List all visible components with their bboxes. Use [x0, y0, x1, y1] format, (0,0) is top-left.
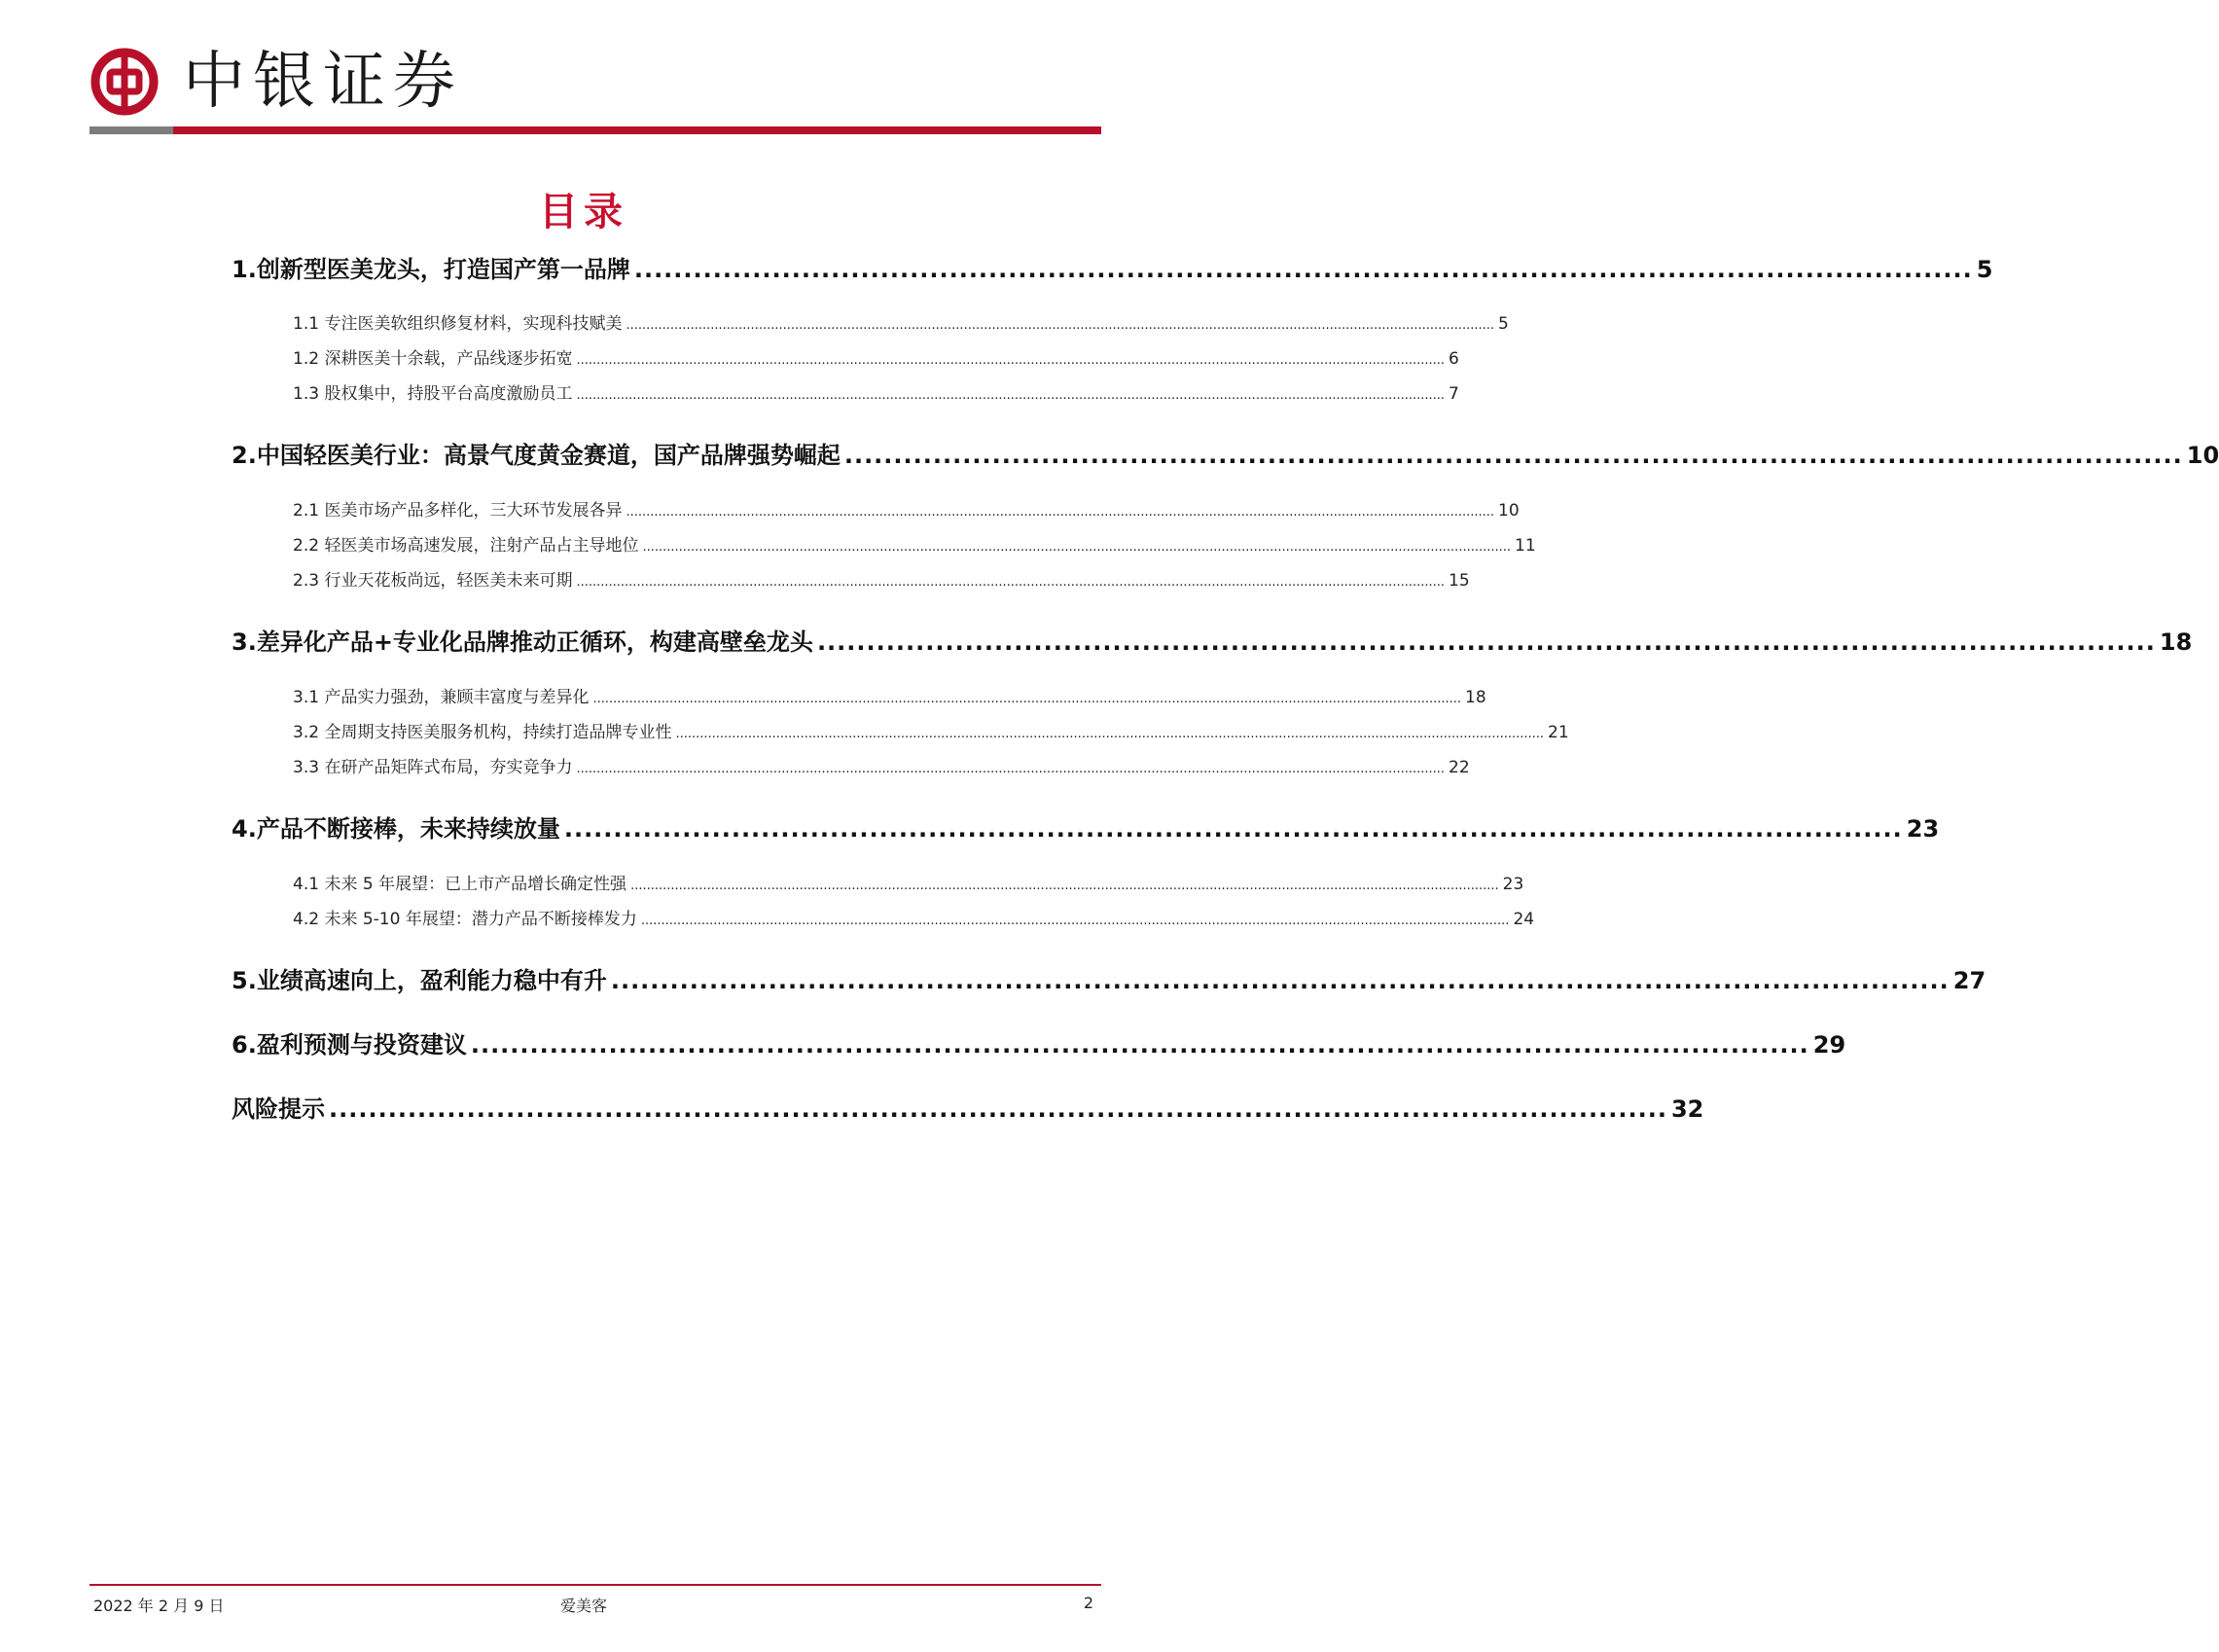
toc-entry-label: 1.3 股权集中，持股平台高度激励员工: [293, 384, 573, 404]
toc-entry-page: 5: [1976, 256, 1993, 283]
report-date: 2022 年 2 月 9 日: [93, 1597, 225, 1615]
toc-entry-page: 15: [1449, 571, 1470, 591]
toc-leader-dots: ........................................................................................................................................: [470, 1031, 1809, 1059]
toc-leader-dots: ........................................................................................................................................................................................................................: [675, 727, 1545, 741]
toc-leader-dots: ........................................................................................................................................: [563, 815, 1903, 843]
toc-entry-page: 32: [1670, 1095, 1704, 1123]
toc-entry-page: 21: [1548, 723, 1569, 742]
page-number: 2: [1083, 1594, 1093, 1612]
toc-entry-section-2-3[interactable]: [293, 566, 1470, 591]
toc-entry-label: 4.2 未来 5-10 年展望：潜力产品不断接棒发力: [293, 910, 637, 929]
toc-leader-dots: ........................................................................................................................................................................................................................: [576, 762, 1446, 776]
toc-entry-risk-warning[interactable]: [232, 1090, 1704, 1124]
footer-rule: [89, 1584, 1101, 1586]
toc-entry-label: 3.3 在研产品矩阵式布局，夯实竞争力: [293, 758, 573, 777]
toc-leader-dots: ........................................................................................................................................................................................................................: [576, 353, 1446, 368]
toc-entry-page: 27: [1952, 967, 1986, 994]
toc-leader-dots: ........................................................................................................................................: [329, 1095, 1667, 1123]
header-rule: [89, 126, 1101, 134]
toc-entry-section-5[interactable]: [232, 961, 1986, 995]
toc-leader-dots: ........................................................................................................................................................................................................................: [576, 388, 1446, 403]
toc-entry-label: 2.中国轻医美行业：高景气度黄金赛道，国产品牌强势崛起: [232, 442, 841, 469]
toc-entry-section-2[interactable]: [232, 436, 2219, 470]
toc-leader-dots: ........................................................................................................................................................................................................................: [640, 914, 1510, 928]
toc-entry-label: 风险提示: [232, 1095, 325, 1123]
toc-entry-section-1-3[interactable]: [293, 379, 1459, 404]
toc-leader-dots: ........................................................................................................................................................................................................................: [642, 540, 1512, 555]
page-title: 目录: [539, 190, 628, 234]
toc-leader-dots: ........................................................................................................................................: [816, 628, 2156, 656]
report-header: [89, 43, 463, 121]
toc-leader-dots: ........................................................................................................................................................................................................................: [576, 575, 1446, 590]
toc-entry-page: 18: [1465, 688, 1486, 707]
toc-leader-dots: ........................................................................................................................................: [843, 442, 2183, 469]
toc-entry-section-3-2[interactable]: [293, 718, 1569, 742]
toc-leader-dots: ........................................................................................................................................: [633, 256, 1973, 283]
toc-entry-section-3[interactable]: [232, 623, 2193, 657]
toc-leader-dots: ........................................................................................................................................: [610, 967, 1950, 994]
toc-entry-page: 18: [2159, 628, 2193, 656]
toc-entry-page: 23: [1906, 815, 1940, 843]
toc-entry-section-4-1[interactable]: [293, 870, 1524, 894]
toc-entry-page: 23: [1502, 875, 1524, 894]
toc-entry-page: 5: [1498, 314, 1509, 334]
toc-entry-section-2-2[interactable]: [293, 531, 1536, 556]
toc-entry-section-4-2[interactable]: [293, 905, 1535, 929]
toc-entry-label: 3.1 产品实力强劲，兼顾丰富度与差异化: [293, 688, 590, 707]
company-name: 爱美客: [559, 1597, 607, 1615]
toc-entry-page: 7: [1449, 384, 1459, 404]
toc-entry-section-2-1[interactable]: [293, 496, 1520, 521]
toc-entry-label: 4.1 未来 5 年展望：已上市产品增长确定性强: [293, 875, 627, 894]
toc-leader-dots: ........................................................................................................................................................................................................................: [630, 879, 1499, 893]
brand-name: 中银证券: [183, 46, 463, 118]
toc-leader-dots: ........................................................................................................................................................................................................................: [626, 318, 1495, 333]
toc-entry-label: 1.2 深耕医美十余载，产品线逐步拓宽: [293, 349, 573, 369]
toc-entry-section-1-1[interactable]: [293, 309, 1509, 334]
toc-entry-section-6[interactable]: [232, 1025, 1846, 1059]
toc-entry-section-3-1[interactable]: [293, 683, 1486, 707]
toc-entry-label: 2.1 医美市场产品多样化，三大环节发展各异: [293, 501, 623, 521]
toc-entry-page: 29: [1812, 1031, 1846, 1059]
toc-entry-page: 6: [1449, 349, 1459, 369]
toc-entry-page: 10: [1498, 501, 1520, 521]
toc-entry-label: 1.1 专注医美软组织修复材料，实现科技赋美: [293, 314, 623, 334]
toc-entry-label: 1.创新型医美龙头，打造国产第一品牌: [232, 256, 630, 283]
toc-entry-label: 2.2 轻医美市场高速发展，注射产品占主导地位: [293, 536, 639, 556]
toc-entry-label: 5.业绩高速向上，盈利能力稳中有升: [232, 967, 607, 994]
toc-entry-section-1-2[interactable]: [293, 344, 1459, 369]
toc-entry-page: 11: [1515, 536, 1536, 556]
toc-entry-label: 6.盈利预测与投资建议: [232, 1031, 467, 1059]
toc-leader-dots: ........................................................................................................................................................................................................................: [626, 505, 1495, 520]
bank-of-china-logo-icon: [89, 47, 160, 117]
toc-leader-dots: ........................................................................................................................................................................................................................: [592, 692, 1462, 706]
toc-entry-page: 22: [1449, 758, 1470, 777]
toc-entry-label: 4.产品不断接棒，未来持续放量: [232, 815, 560, 843]
toc-entry-label: 2.3 行业天花板尚远，轻医美未来可期: [293, 571, 573, 591]
toc-entry-page: 10: [2186, 442, 2219, 469]
toc-entry-page: 24: [1513, 910, 1535, 929]
toc-entry-section-1[interactable]: [232, 250, 1993, 284]
toc-entry-label: 3.差异化产品+专业化品牌推动正循环，构建高壁垒龙头: [232, 628, 813, 656]
toc-entry-label: 3.2 全周期支持医美服务机构，持续打造品牌专业性: [293, 723, 672, 742]
toc-entry-section-3-3[interactable]: [293, 753, 1470, 777]
header-rule-red: [173, 126, 1101, 134]
header-rule-gray: [89, 126, 173, 134]
toc-entry-section-4[interactable]: [232, 809, 1940, 844]
